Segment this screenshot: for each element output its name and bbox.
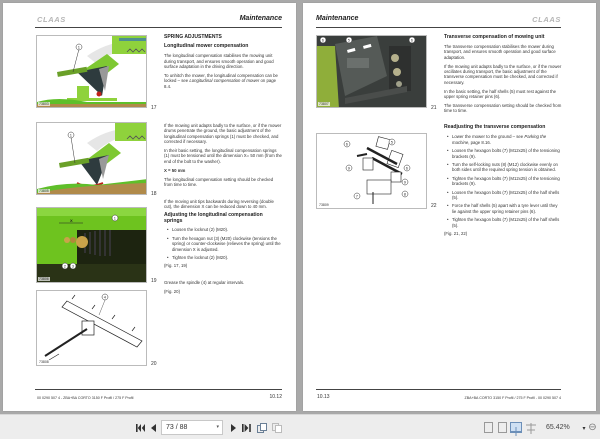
- first-page-icon: [136, 424, 145, 432]
- footer-rule: [316, 389, 561, 390]
- step-list: [444, 134, 562, 228]
- paragraph: Grease the spindle (4) at regular intervals.: [164, 280, 245, 286]
- footer-page-number: 10.12: [269, 394, 282, 400]
- figure-number: 22: [431, 203, 437, 209]
- two-page-view-button[interactable]: [510, 422, 522, 433]
- section-heading: Transverse compensation of mowing unit: [444, 34, 545, 40]
- figure-reference: (Fig. 20): [164, 289, 180, 295]
- list-item: • Loosen the hexagon bolts (7) (M12x25) of the tensioning brackets (9).: [444, 148, 562, 159]
- list-item: • Loosen the hexagon bolts (7) (M12x25) of the half shells (5).: [444, 190, 562, 201]
- paragraph: If the mowing unit adapts badly to the surface, or if the mower drums penetrate the ground, the basic adjustment of the longitudinal compensation springs (1) must be checked, and corrected if necessary.: [164, 122, 282, 144]
- figure-code: 73808: [39, 360, 49, 364]
- list-item: • Tighten the hexagon bolts (7) (M12x25) of the tensioning brackets (9).: [444, 176, 562, 187]
- previous-page-button[interactable]: [148, 421, 158, 434]
- copy-page-icon: [257, 423, 267, 433]
- zoom-out-button[interactable]: ⊖: [588, 422, 597, 433]
- first-page-button[interactable]: [134, 421, 146, 434]
- text-column: [444, 35, 562, 240]
- copy-page-button[interactable]: [256, 421, 268, 434]
- header-rule: [35, 27, 282, 28]
- figure-code: 73805: [39, 189, 49, 193]
- footer-document-id: ZBA+BA CORTO 3150 F Profil / 275 F Profil - 00 0290 507 4: [464, 396, 561, 400]
- figure-21-transverse-compensation-photo: [316, 35, 427, 108]
- svg-text:2: 2: [63, 263, 67, 269]
- svg-text:6: 6: [405, 165, 409, 171]
- paragraph: The transverse compensation stabilises the mower during transport, and ensures smooth operation and good surface adaptation.: [444, 43, 556, 60]
- list-item: • Force the half shells (5) apart with a tyre lever until they lie against the upper spring retainer pins (6).: [444, 203, 562, 214]
- paragraph: In the basic setting, the half shells (5) must rest against the upper spring retainer pins (6).: [444, 88, 557, 100]
- figure-code: 73809: [319, 203, 329, 207]
- mower-illustration-icon: [37, 123, 147, 195]
- page-dropdown-icon[interactable]: ▾: [216, 424, 219, 430]
- header-rule: [316, 27, 561, 28]
- svg-text:4: 4: [103, 294, 107, 300]
- cross-reference-link[interactable]: Longitudinal compensation of mower: [189, 78, 260, 84]
- footer-page-number: 10.13: [317, 394, 330, 400]
- figure-code: 73806: [39, 277, 49, 281]
- figure-number: 18: [151, 191, 157, 197]
- svg-text:9: 9: [347, 165, 351, 171]
- previous-page-icon: [151, 424, 156, 432]
- svg-text:6: 6: [410, 37, 414, 43]
- figure-number: 20: [151, 361, 157, 367]
- cross-reference-link[interactable]: Parking the machine: [452, 134, 547, 145]
- zoom-level-input[interactable]: 65.42%: [546, 424, 570, 431]
- figure-reference: (Fig. 17, 19): [164, 263, 188, 269]
- svg-text:X: X: [70, 218, 73, 223]
- figure-22-exploded-drawing: [316, 133, 427, 209]
- paragraph: If the moving unit tips backwards during reversing (double cut), the dimension X can be reduced down to 40 mm.: [164, 198, 274, 210]
- list-item: • Turn the hexagon nut (3) (M20) clockwise (tensions the spring) or counter-clockwise (relieves the spring) until the dimension X is adjusted.: [164, 236, 282, 252]
- list-item: • Loosen the locknut (2) (M20).: [164, 227, 282, 232]
- paste-page-button[interactable]: [271, 421, 283, 434]
- paragraph: If the mowing unit adapts badly to the surface, or if the mower oscillates during transport, the basic adjustment of the transverse compensation must be checked, and corrected if necessary.: [444, 63, 562, 85]
- section-heading: SPRING ADJUSTMENTS: [164, 34, 222, 40]
- two-page-continuous-view-button[interactable]: [525, 422, 537, 435]
- formula: X = 50 mm: [164, 167, 186, 173]
- figure-code: 73807: [319, 102, 329, 106]
- svg-text:6: 6: [321, 37, 325, 43]
- spring-photo-icon: [37, 208, 147, 283]
- page-10-12: [3, 3, 296, 411]
- figure-number: 21: [431, 105, 437, 111]
- next-page-button[interactable]: [228, 421, 238, 434]
- two-page-continuous-icon: [526, 423, 536, 434]
- figure-number: 17: [151, 105, 157, 111]
- zoom-dropdown-button[interactable]: ▾: [582, 426, 586, 432]
- paragraph: The longitudinal compensation setting should be checked from time to time.: [164, 176, 274, 187]
- viewer-toolbar: [0, 414, 600, 439]
- svg-text:3: 3: [71, 263, 75, 269]
- list-item: • Tighten the hexagon bolts (7) (M12x25) of the half shells (5).: [444, 217, 562, 228]
- subsection-heading: Adjusting the longitudinal compensation springs: [164, 212, 263, 224]
- mower-illustration-icon: [37, 36, 147, 108]
- text-column: [164, 35, 282, 298]
- last-page-icon: [242, 424, 251, 432]
- figure-17-mower-longitudinal-compensation: [36, 35, 147, 108]
- last-page-button[interactable]: [240, 421, 252, 434]
- single-page-view-button[interactable]: [484, 422, 493, 433]
- figure-18-mower-ground-penetration: [36, 122, 147, 195]
- svg-text:9: 9: [403, 179, 407, 185]
- footer-rule: [35, 389, 282, 390]
- claas-logo: CLAAS: [532, 15, 561, 24]
- transverse-photo-icon: [317, 36, 427, 108]
- figure-code: 73803: [39, 102, 49, 106]
- spindle-drawing-icon: [37, 291, 147, 366]
- subsection-heading: Longitudinal mower compensation: [164, 43, 249, 50]
- svg-text:8: 8: [403, 191, 407, 197]
- svg-text:5: 5: [347, 37, 351, 43]
- two-page-icon: [511, 427, 521, 436]
- continuous-view-button[interactable]: [498, 422, 507, 433]
- section-header: Maintenance: [239, 15, 282, 22]
- svg-text:1: 1: [113, 215, 117, 221]
- paragraph: The longitudinal compensation stabilises the mowing unit during transport, and ensures smooth operation and good surface adaptation in the driving direction.: [164, 53, 274, 70]
- duplicate-page-icon: [272, 423, 282, 433]
- figure-19-compensation-spring-photo: [36, 207, 147, 283]
- paragraph: To unhitch the mower, the longitudinal compensation can be locked – see Longitudinal compensation of mower on page 8.4.: [164, 73, 278, 89]
- page-10-13: [303, 3, 596, 411]
- next-page-icon: [231, 424, 236, 432]
- list-item: • Turn the self-locking nuts (8) (M12) clockwise evenly on both sides until the required spring tension is obtained.: [444, 162, 562, 173]
- paragraph: The transverse compensation setting should be checked from time to time.: [444, 103, 562, 114]
- figure-20-grease-spindle-drawing: [36, 290, 147, 366]
- list-item: • Lower the mower to the ground – see Parking the machine, page 8.16.: [444, 134, 562, 145]
- list-item: • Tighten the locknut (2) (M20).: [164, 255, 282, 260]
- figure-reference: (Fig. 21, 22): [444, 230, 468, 236]
- claas-logo: CLAAS: [37, 15, 66, 24]
- svg-text:1: 1: [77, 44, 81, 50]
- paragraph: In their basic setting, the longitudinal compensation springs (1) must be tensioned until the dimension X= 50 mm (from the end of the bolt to the washer).: [164, 147, 282, 164]
- section-header: Maintenance: [316, 15, 359, 22]
- exploded-drawing-icon: [317, 134, 427, 209]
- svg-text:1: 1: [69, 132, 73, 138]
- svg-text:5: 5: [390, 139, 394, 145]
- subsection-heading: Readjusting the transverse compensation: [444, 124, 546, 131]
- step-list: [164, 227, 282, 260]
- footer-document-id: 00 0290 507 4 - ZBA+BA CORTO 3150 F Profil / 275 F Profil: [37, 396, 134, 400]
- svg-text:7: 7: [355, 193, 359, 199]
- figure-number: 19: [151, 278, 157, 284]
- svg-text:6: 6: [345, 141, 349, 147]
- page-number-input[interactable]: 73 / 88 ▾: [161, 420, 223, 435]
